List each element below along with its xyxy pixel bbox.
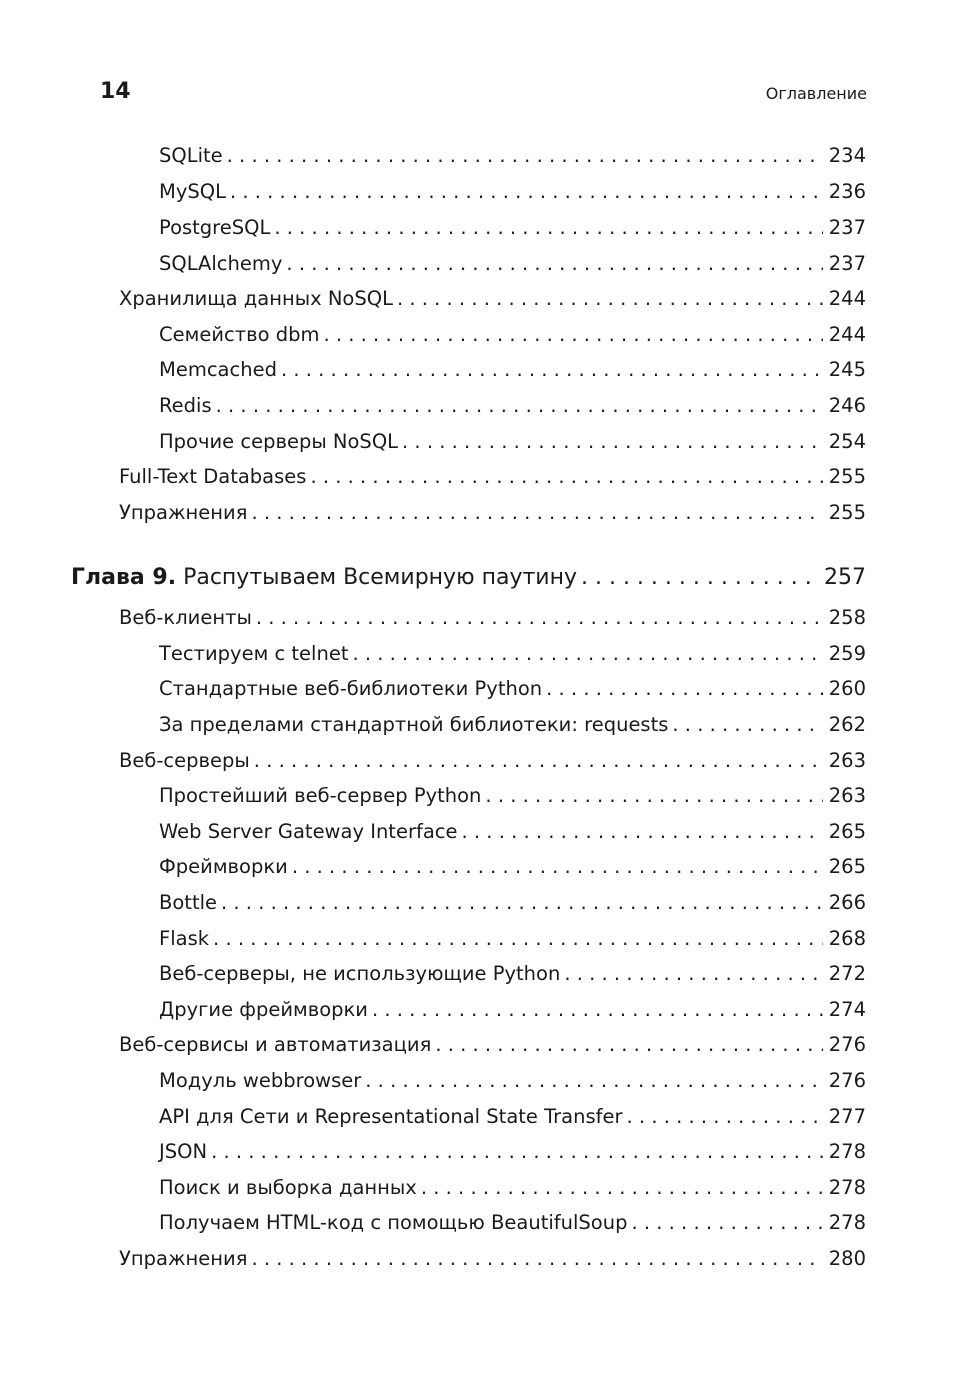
toc-page-number: 278 [828, 1140, 866, 1163]
toc-entry [159, 1069, 866, 1093]
toc-page-number: 262 [828, 713, 866, 736]
dot-leader [281, 358, 823, 382]
toc-entry [159, 358, 866, 382]
dot-leader [254, 749, 823, 773]
toc-page-number: 268 [828, 927, 866, 950]
dot-leader [372, 998, 823, 1022]
toc-entry-title: PostgreSQL [159, 216, 271, 239]
dot-leader [485, 784, 822, 808]
toc-page-number: 266 [828, 891, 866, 914]
toc-entry-title: Веб-серверы, не использующие Python [159, 962, 561, 985]
toc-entry [159, 430, 866, 454]
toc-entry-title: Прочие серверы NoSQL [159, 430, 399, 453]
toc-entry [119, 501, 866, 525]
dot-leader [251, 501, 822, 525]
toc-entry [119, 1033, 866, 1057]
dot-leader [211, 1140, 823, 1164]
toc-entry [119, 749, 866, 773]
toc-entry [159, 180, 866, 204]
running-title: Оглавление [765, 84, 867, 103]
toc-entry-title: Web Server Gateway Interface [159, 820, 458, 843]
toc-page-number: 263 [828, 749, 866, 772]
chapter-label: Глава 9. [71, 565, 177, 590]
toc-entry [159, 323, 866, 347]
chapter-title: Распутываем Всемирную паутину [176, 565, 577, 590]
toc-entry [119, 1247, 866, 1271]
toc-page-number: 244 [828, 287, 866, 310]
dot-leader [581, 565, 818, 591]
toc-page-number: 278 [828, 1176, 866, 1199]
toc-page-number: 259 [828, 642, 866, 665]
dot-leader [286, 252, 822, 276]
toc-entry-title: Простейший веб-сервер Python [159, 784, 482, 807]
toc-page-number: 237 [828, 252, 866, 275]
dot-leader [230, 180, 823, 204]
toc-entry-title: Фреймворки [159, 855, 288, 878]
dot-leader [227, 144, 823, 168]
toc-entry [159, 962, 866, 986]
toc-entry-title: Поиск и выборка данных [159, 1176, 417, 1199]
toc-entry-title: API для Сети и Representational State Transfer [159, 1105, 623, 1128]
dot-leader [221, 891, 823, 915]
toc-page-number: 255 [828, 465, 866, 488]
toc-entry-title: SQLite [159, 144, 223, 167]
toc-entry-title: Упражнения [119, 501, 248, 524]
toc-page-number: 265 [828, 820, 866, 843]
toc-entry-title: Модуль webbrowser [159, 1069, 362, 1092]
toc-entry-title: Тестируем с telnet [159, 642, 349, 665]
toc-entry-title: Flask [159, 927, 210, 950]
toc-entry [159, 1211, 866, 1235]
toc-entry-title: Memcached [159, 358, 277, 381]
dot-leader [365, 1069, 822, 1093]
toc-page-number: 277 [828, 1105, 866, 1128]
toc-page-number: 276 [828, 1033, 866, 1056]
dot-leader [672, 713, 822, 737]
dot-leader [352, 642, 822, 666]
toc-entry [159, 891, 866, 915]
toc-page-number: 265 [828, 855, 866, 878]
toc-entry-title: Веб-серверы [119, 749, 250, 772]
dot-leader [292, 855, 823, 879]
toc-entry-title: Стандартные веб-библиотеки Python [159, 677, 543, 700]
toc-entry [159, 820, 866, 844]
dot-leader [421, 1176, 823, 1200]
toc-entry [159, 144, 866, 168]
dot-leader [402, 430, 823, 454]
toc-page-number: 254 [828, 430, 866, 453]
toc-page-number: 236 [828, 180, 866, 203]
toc-entry [159, 252, 866, 276]
toc-page-number: 257 [824, 565, 866, 590]
toc-entry [159, 216, 866, 240]
toc-entry-title: SQLAlchemy [159, 252, 283, 275]
dot-leader [546, 677, 823, 701]
toc-entry-title: Full-Text Databases [119, 465, 307, 488]
toc-page-number: 263 [828, 784, 866, 807]
toc-page-number: 258 [828, 606, 866, 629]
toc-page-number: 244 [828, 323, 866, 346]
toc-page-number: 237 [828, 216, 866, 239]
page-number: 14 [100, 79, 131, 104]
dot-leader [564, 962, 822, 986]
toc-entry [159, 677, 866, 701]
dot-leader [213, 927, 823, 951]
toc-entry-title: Хранилища данных NoSQL [119, 287, 393, 310]
toc-page-number: 255 [828, 501, 866, 524]
toc-entry-title: За пределами стандартной библиотеки: requests [159, 713, 669, 736]
toc-page-number: 245 [828, 358, 866, 381]
toc-entry-title: Получаем HTML-код с помощью BeautifulSoup [159, 1211, 628, 1234]
toc-page-number: 234 [828, 144, 866, 167]
toc-entry [159, 998, 866, 1022]
dot-leader [216, 394, 823, 418]
toc-entry [159, 642, 866, 666]
toc-entry-title: Веб-сервисы и автоматизация [119, 1033, 432, 1056]
toc-entry [119, 465, 866, 489]
toc-entry-title [71, 565, 581, 591]
toc-entry [159, 1176, 866, 1200]
dot-leader [627, 1105, 823, 1129]
toc-entry-title: Семейство dbm [159, 323, 320, 346]
toc-page-number: 276 [828, 1069, 866, 1092]
toc-entry-title: JSON [159, 1140, 208, 1163]
toc-entry-title: Другие фреймворки [159, 998, 368, 1021]
toc-page-number: 274 [828, 998, 866, 1021]
dot-leader [435, 1033, 822, 1057]
dot-leader [631, 1211, 822, 1235]
toc-page-number: 278 [828, 1211, 866, 1234]
toc-page-number: 272 [828, 962, 866, 985]
toc-entry [159, 784, 866, 808]
dot-leader [310, 465, 822, 489]
toc-entry [119, 606, 866, 630]
toc-entry-title: Bottle [159, 891, 218, 914]
dot-leader [397, 287, 823, 311]
dot-leader [323, 323, 822, 347]
toc-chapter-entry [71, 565, 866, 591]
toc-entry [159, 713, 866, 737]
dot-leader [256, 606, 823, 630]
dot-leader [274, 216, 822, 240]
toc-page-number: 260 [828, 677, 866, 700]
toc-entry-title: Упражнения [119, 1247, 248, 1270]
toc-entry [159, 1105, 866, 1129]
toc-entry-title: Redis [159, 394, 212, 417]
toc-entry [159, 927, 866, 951]
toc-entry-title: Веб-клиенты [119, 606, 252, 629]
toc-entry-title: MySQL [159, 180, 226, 203]
toc-entry [159, 855, 866, 879]
dot-leader [462, 820, 823, 844]
toc-entry [159, 1140, 866, 1164]
dot-leader [251, 1247, 822, 1271]
toc-page-number: 246 [828, 394, 866, 417]
toc-page-number: 280 [828, 1247, 866, 1270]
toc-entry [119, 287, 866, 311]
toc-entry [159, 394, 866, 418]
